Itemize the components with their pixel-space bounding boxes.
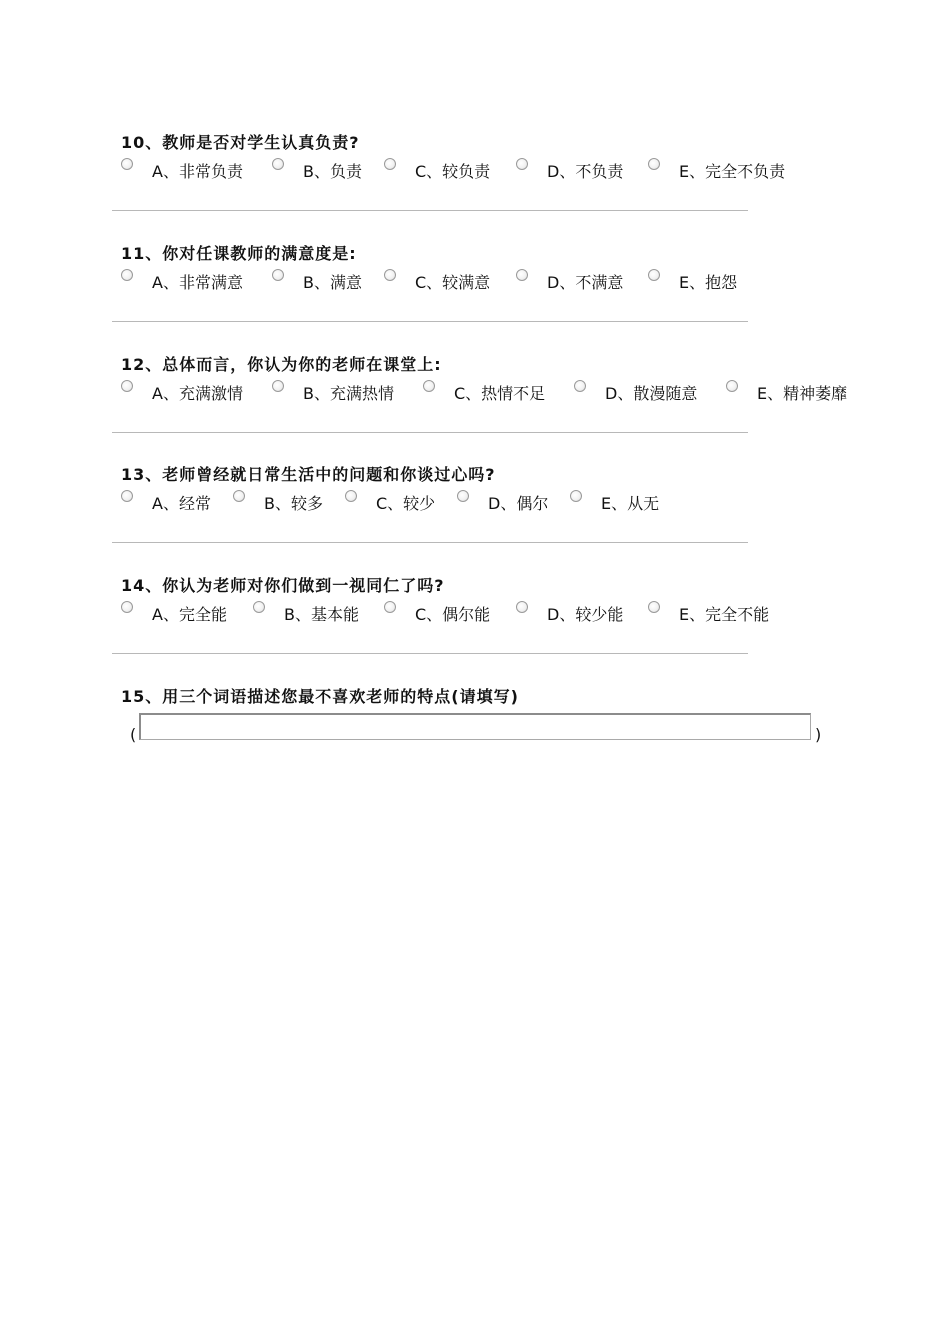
option-a[interactable] [121, 493, 233, 519]
option-b[interactable] [233, 493, 345, 519]
question-title: 11、你对任课教师的满意度是: [121, 244, 357, 263]
option-c[interactable] [384, 272, 516, 298]
radio-button[interactable] [121, 490, 133, 502]
option-label: C、热情不足 [454, 384, 546, 403]
open-paren: ( [130, 725, 137, 744]
option-c[interactable] [423, 383, 574, 409]
question-title: 15、用三个词语描述您最不喜欢老师的特点(请填写) [121, 687, 519, 706]
radio-button[interactable] [726, 380, 738, 392]
option-a[interactable] [121, 383, 272, 409]
option-label: E、精神萎靡 [757, 384, 848, 403]
radio-button[interactable] [516, 269, 528, 281]
radio-button[interactable] [457, 490, 469, 502]
option-label: A、充满激情 [152, 384, 243, 403]
answer-field-row [130, 713, 830, 743]
option-label: C、较满意 [415, 273, 491, 292]
option-label: B、满意 [303, 273, 362, 292]
option-c[interactable] [384, 161, 516, 187]
radio-button[interactable] [272, 269, 284, 281]
option-b[interactable] [253, 604, 384, 630]
radio-button[interactable] [648, 269, 660, 281]
radio-button[interactable] [384, 269, 396, 281]
option-label: C、较负责 [415, 162, 491, 181]
question-title: 14、你认为老师对你们做到一视同仁了吗? [121, 576, 445, 595]
option-label: C、较少 [376, 494, 436, 513]
option-label: E、完全不负责 [679, 162, 786, 181]
option-label: D、散漫随意 [605, 384, 698, 403]
option-label: D、较少能 [547, 605, 624, 624]
option-label: C、偶尔能 [415, 605, 491, 624]
option-a[interactable] [121, 272, 272, 298]
radio-button[interactable] [570, 490, 582, 502]
radio-button[interactable] [121, 158, 133, 170]
option-e[interactable] [648, 272, 748, 298]
option-label: B、较多 [264, 494, 323, 513]
option-label: B、充满热情 [303, 384, 394, 403]
question-title: 10、教师是否对学生认真负责? [121, 133, 360, 152]
option-label: A、经常 [152, 494, 211, 513]
radio-button[interactable] [253, 601, 265, 613]
radio-button[interactable] [345, 490, 357, 502]
answer-text-input[interactable] [139, 713, 811, 740]
option-group [121, 161, 818, 187]
radio-button[interactable] [574, 380, 586, 392]
option-label: A、非常满意 [152, 273, 243, 292]
divider [112, 542, 748, 543]
option-b[interactable] [272, 383, 423, 409]
option-e[interactable] [648, 161, 818, 187]
radio-button[interactable] [121, 601, 133, 613]
question-title: 12、总体而言，你认为你的老师在课堂上: [121, 355, 442, 374]
radio-button[interactable] [423, 380, 435, 392]
option-e[interactable] [570, 493, 670, 519]
option-label: D、偶尔 [488, 494, 549, 513]
option-a[interactable] [121, 161, 272, 187]
option-group [121, 383, 866, 409]
radio-button[interactable] [121, 380, 133, 392]
option-group [121, 493, 670, 519]
option-d[interactable] [574, 383, 726, 409]
option-e[interactable] [648, 604, 798, 630]
divider [112, 432, 748, 433]
radio-button[interactable] [384, 158, 396, 170]
radio-button[interactable] [272, 380, 284, 392]
option-e[interactable] [726, 383, 866, 409]
option-label: B、基本能 [284, 605, 359, 624]
radio-button[interactable] [648, 601, 660, 613]
close-paren: ) [815, 725, 822, 744]
option-label: A、非常负责 [152, 162, 243, 181]
divider [112, 210, 748, 211]
divider [112, 653, 748, 654]
option-c[interactable] [384, 604, 516, 630]
option-label: E、完全不能 [679, 605, 770, 624]
option-label: E、抱怨 [679, 273, 738, 292]
radio-button[interactable] [233, 490, 245, 502]
radio-button[interactable] [648, 158, 660, 170]
option-label: B、负责 [303, 162, 362, 181]
option-label: D、不满意 [547, 273, 624, 292]
option-label: D、不负责 [547, 162, 624, 181]
option-group [121, 272, 748, 298]
radio-button[interactable] [516, 601, 528, 613]
option-d[interactable] [516, 604, 648, 630]
radio-button[interactable] [516, 158, 528, 170]
option-label: A、完全能 [152, 605, 227, 624]
option-group [121, 604, 798, 630]
radio-button[interactable] [384, 601, 396, 613]
option-d[interactable] [516, 161, 648, 187]
divider [112, 321, 748, 322]
radio-button[interactable] [272, 158, 284, 170]
option-d[interactable] [457, 493, 570, 519]
option-b[interactable] [272, 161, 384, 187]
option-label: E、从无 [601, 494, 660, 513]
radio-button[interactable] [121, 269, 133, 281]
option-a[interactable] [121, 604, 253, 630]
question-title: 13、老师曾经就日常生活中的问题和你谈过心吗? [121, 465, 496, 484]
option-c[interactable] [345, 493, 457, 519]
option-b[interactable] [272, 272, 384, 298]
option-d[interactable] [516, 272, 648, 298]
